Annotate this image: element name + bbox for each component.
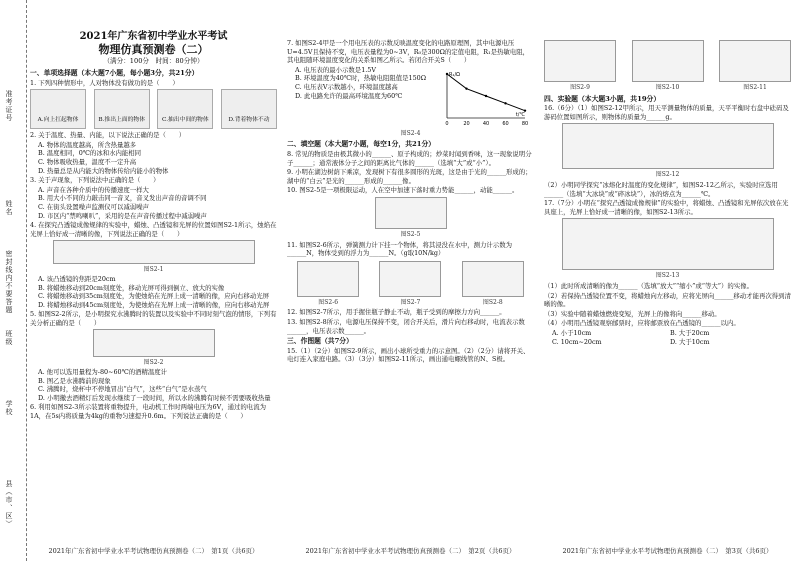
question-10: 10. 图S2-5是一项极限运动，人在空中加速下落时重力势能______，动能______。 [287, 186, 519, 195]
q17-part-4: （4）小明用凸透镜观察邮票时，应将邮票放在凸透镜的______以内。 [544, 319, 740, 328]
q4-option-c: C. 将蜡烛移动到35cm刻度处，为使烛焰在光屏上成一清晰的像，应向右移动光屏 [38, 292, 269, 301]
q1-option-d-image [221, 89, 277, 129]
figure-caption-s2-5: 图S2-5 [400, 230, 421, 238]
x-tick-label: 60 [501, 120, 509, 127]
q17-part-1: （1）此时所成清晰的像为______（选填“放大”“缩小”或“等大”）的实像。 [544, 281, 753, 290]
exam-title: 2021年广东省初中学业水平考试 [79, 31, 228, 42]
section-3-heading: 三、作图题（共7分） [287, 337, 353, 346]
question-9: 9. 小明在湖边树荫下乘凉，发现树下有很多圆形的光斑，这是由于光的______形成的；湖中的“白云”是光的______形成的______像。 [287, 168, 532, 185]
q17-option-c: C. 10cm~20cm [552, 337, 602, 346]
binding-margin [0, 0, 27, 561]
q2-option-d: D. 热量总是从内能大的物体传给内能小的物体 [38, 166, 169, 175]
sidebar-label-district: 县（市、区） [5, 480, 13, 528]
q5-option-a: A. 他可以选用量程为-80~60℃的酒精温度计 [38, 368, 168, 377]
sidebar-seal-line: 密封线内不要答题 [5, 250, 13, 314]
section-1-heading: 一、单项选择题（本大题7小题，每小题3分，共21分） [30, 69, 199, 77]
x-tick-label: 80 [521, 120, 528, 127]
q7-option-b: B. 环境温度为40℃时，热敏电阻阻值是150Ω [295, 74, 427, 83]
x-axis-label: t/℃ [515, 111, 525, 118]
circuit-figure [462, 261, 524, 297]
q3-option-d: D. 市区内“禁鸣喇叭”，采用的是在声音传播过程中减弱噪声 [38, 211, 207, 220]
q3-option-a: A. 声音在各种介质中的传播速度一样大 [38, 185, 149, 194]
question-2: 2. 关于温度、热量、内能，以下说法正确的是（ ） [30, 131, 186, 140]
page-3-footer: 2021年广东省初中学业水平考试物理仿真预测卷（二） 第3页（共6页） [562, 547, 773, 555]
figure-caption-s2-4: 图S2-4 [400, 129, 421, 137]
question-13: 13. 如图S2-8所示，电源电压保持不变，闭合开关后，滑片向右移动时，电流表示数______，电压表示数______。 [287, 317, 525, 335]
boiling-water-figure [93, 329, 215, 357]
question-8: 8. 常见的物质是由极其微小的______、原子构成的；炒菜时闻到香味，这一现象说明分子______；通常液体分子之间的距离比气体的______（选填“大”或“小”）。 [287, 149, 532, 167]
q7-option-c: C. 电压表V示数越小，环境温度越高 [295, 82, 398, 91]
q1-option-b-image [94, 89, 150, 129]
data-point [484, 95, 486, 97]
figure-caption-s2-11: 图S2-11 [743, 84, 767, 91]
figure-caption-s2-8: 图S2-8 [482, 298, 503, 306]
bottle-figure [379, 261, 441, 297]
solenoid-figure [719, 40, 791, 82]
q4-option-b: B. 将蜡烛移动到20cm刻度处，移动光屏可得到倒立、放大的实像 [38, 283, 225, 292]
lens-experiment-figure [562, 218, 774, 270]
house-circuit-figure [632, 40, 704, 82]
page-3-column [544, 38, 791, 548]
q2-option-c: C. 物体吸收热量，温度不一定升高 [38, 157, 137, 166]
q7-option-d: D. 此电路允许的最高环境温度为60℃ [295, 91, 403, 100]
exam-subtitle: 物理仿真预测卷（二） [98, 43, 209, 56]
figure-caption-s2-1: 图S2-1 [143, 266, 164, 274]
x-tick-label: 20 [462, 120, 470, 127]
q17-option-d: D. 大于10cm [670, 337, 710, 346]
extreme-sport-photo [375, 197, 447, 229]
spring-scale-figure [297, 261, 359, 297]
q3-option-c: C. 在街头设置噪声监测仪可以减弱噪声 [38, 202, 149, 211]
data-point [465, 87, 467, 89]
q5-option-c: C. 沸腾时，烧杯中不停地冒出“白气”，这些“白气”是水蒸气 [38, 385, 207, 394]
optical-bench-figure [53, 240, 255, 264]
q1-option-a-image [30, 89, 86, 129]
question-12: 12. 如图S2-7所示，用手握住瓶子静止不动，瓶子受到的摩擦力方向______。 [287, 308, 506, 317]
question-3: 3. 关于声现象，下列说法中正确的是（ ） [30, 176, 160, 185]
q2-option-a: A. 物体的温度越高，所含热量越多 [38, 140, 137, 149]
figure-caption-s2-13: 图S2-13 [655, 272, 680, 280]
section-2-heading: 二、填空题（本大题7小题，每空1分，共21分） [287, 140, 436, 149]
figure-caption-s2-10: 图S2-10 [655, 84, 680, 91]
q17-option-a: A. 小于10cm [552, 328, 592, 337]
exam-note: （满分：100分 时间：80分钟） [103, 57, 204, 65]
question-5: 5. 如图S2-2所示，是小明探究水沸腾时的装置以及实验中不同时刻气泡的情形，下列有关分析正确的是（ ） [30, 310, 277, 327]
question-11: 11. 如图S2-6所示，弹簧测力计下挂一个物体，将其浸没在水中，测力计示数为______N，物体受到的浮力为______N。（g取10N/kg） [287, 240, 512, 258]
figure-caption-s2-6: 图S2-6 [318, 298, 339, 306]
figure-caption-s2-9: 图S2-9 [570, 84, 590, 91]
q5-option-d: D. 小明撤去酒精灯后发现水继续了一段时间，所以水的沸腾有时候不需要吸收热量 [38, 393, 271, 402]
sidebar-label-name: 姓名 [5, 200, 13, 216]
question-1: 1. 下列四种情形中，人对物体没有做功的是（ ） [30, 78, 179, 87]
question-16b: （2）小明同学探究“冰熔化时温度的变化规律”，如图S2-12乙所示，实验时应选用______（选填“大冰块”或“碎冰块”），冰的熔点为______℃。 [544, 180, 778, 198]
x-tick-label: 40 [482, 120, 489, 127]
q1-option-c: C.抽出中间的物体 [161, 117, 209, 124]
question-4: 4. 在探究凸透镜成像规律的实验中，蜡烛、凸透镜和光屏的位置如图S2-1所示，烛焰在光屏上恰好成一清晰的像，下列说法正确的是（ ） [30, 221, 277, 238]
q1-option-a: A.向上扛起物体 [37, 117, 79, 124]
q1-option-d: D.背着物体不动 [228, 117, 270, 124]
resistance-temperature-chart [431, 68, 531, 128]
figure-caption-s2-12: 图S2-12 [655, 171, 680, 179]
page-1-column [30, 30, 277, 540]
sidebar-label-exam-id: 准考证号 [5, 90, 13, 122]
sidebar-label-school: 学校 [5, 400, 13, 416]
balance-and-graph-figure [562, 123, 774, 169]
q1-figure-row [30, 89, 277, 129]
q1-option-b: B.推出上面的物体 [98, 117, 145, 124]
q5-option-b: B. 图乙是水沸腾前的现象 [38, 376, 111, 385]
q4-option-a: A. 该凸透镜的焦距是20cm [38, 274, 116, 283]
q3-option-b: B. 用大小不同的力敲击同一音叉，音叉发出声音的音调不同 [38, 194, 207, 203]
data-point [445, 73, 447, 75]
q17-part-2: （2）若保持凸透镜位置不变，将蜡烛向左移动，应将光屏向______移动才能再次得到清晰的像。 [544, 291, 791, 309]
sidebar-label-class: 班级 [5, 330, 13, 346]
data-point [504, 102, 506, 104]
q2-option-b: B. 温度相同，0℃的冰和水内能相同 [38, 149, 142, 158]
question-15: 15.（1）（2分）如图S2-9所示，画出小球所受重力的示意图。（2）（2分）请将开关、电灯连入家庭电路。（3）（3分）如图S2-11所示，画出通电螺线管的N、S极。 [287, 346, 530, 364]
figure-caption-s2-2: 图S2-2 [143, 359, 164, 367]
q1-option-c-image [157, 89, 213, 129]
page-1-footer: 2021年广东省初中学业水平考试物理仿真预测卷（二） 第1页（共6页） [48, 547, 259, 555]
question-6: 6. 利用如图S2-3所示装置将重物提升，电动机工作时两端电压为6V，通过的电流为1A，在5s内将质量为4kg的重物匀速提升0.6m。下列说法正确的是（ ） [30, 403, 266, 421]
page-2-column [287, 38, 534, 548]
q17-part-3: （3）实验中随着蜡烛燃烧变短，光屏上的像将向______移动。 [544, 309, 721, 318]
page-2-footer: 2021年广东省初中学业水平考试物理仿真预测卷（二） 第2页（共6页） [305, 547, 516, 555]
ball-figure [544, 40, 616, 82]
section-4-heading: 四、实验题（本大题3小题，共19分） [544, 94, 661, 103]
q4-option-d: D. 将蜡烛移动到45cm刻度处，为使烛焰在光屏上成一清晰的像，应向右移动光屏 [38, 300, 270, 309]
y-axis-label: R₁/Ω [448, 71, 460, 78]
q7-option-a: A. 电压表的最小示数是1.5V [295, 65, 376, 74]
series-line [447, 71, 525, 111]
q17-option-b: B. 大于20cm [670, 328, 710, 337]
figure-caption-s2-7: 图S2-7 [400, 298, 421, 306]
question-7: 7. 如图S2-4甲是一个用电压表的示数反映温度变化的电路原理图，其中电源电压U=4.5V且保持不变，电压表量程为0~3V，R₀是300Ω的定值电阻，R₁是热敏电阻，其电阻随环境温度变化的关系如图乙所示。若闭合开关S（ ） [287, 39, 530, 65]
question-17: 17.（7分）小明在“探究凸透镜成像规律”的实验中，将蜡烛、凸透镜和光屏依次放在光具座上，光屏上恰好成一清晰的像，如图S2-13所示。 [544, 199, 789, 216]
question-16: 16.（6分）（1）如图S2-12甲所示，用天平测量物体的质量，天平平衡时右盘中砝码及游码位置如图所示，则物体的质量为______g。 [544, 104, 789, 121]
x-tick-label: 0 [444, 120, 449, 127]
